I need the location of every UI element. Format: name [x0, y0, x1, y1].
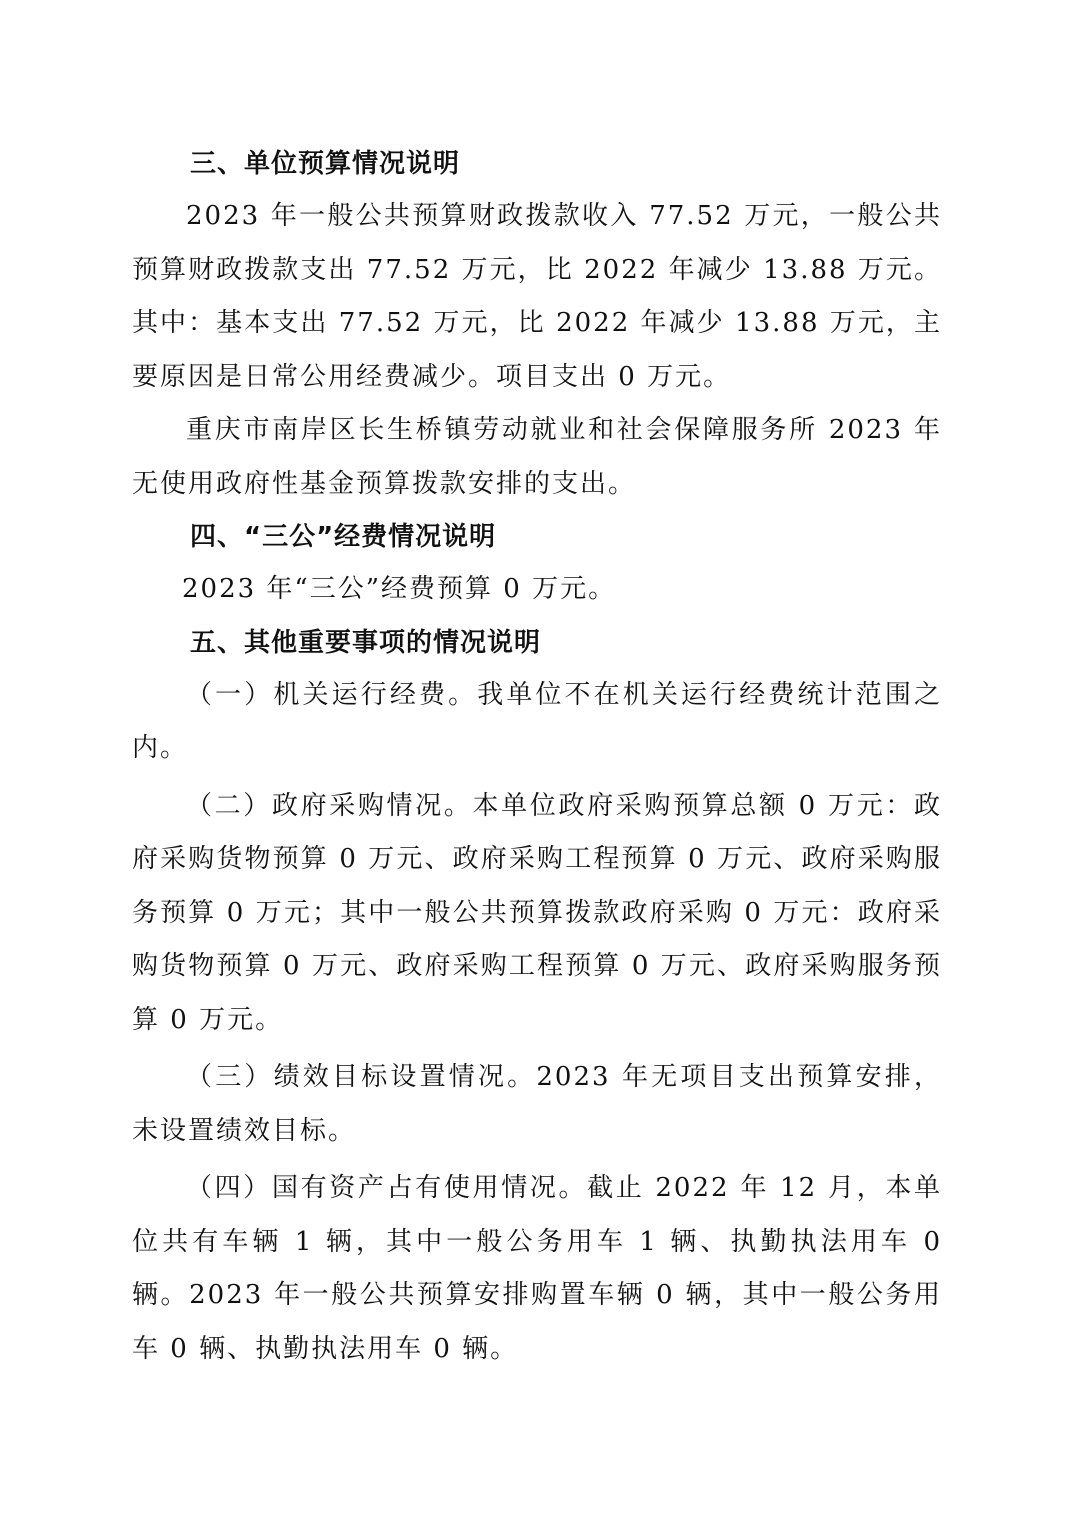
section-4-paragraph-1: 2023 年“三公”经费预算 0 万元。 — [182, 574, 617, 604]
section-5-item-1: （一）机关运行经费。我单位不在机关运行经费统计范围之内。 — [132, 679, 942, 763]
section-3-paragraph-2: 重庆市南岸区长生桥镇劳动就业和社会保障服务所 2023 年无使用政府性基金预算拨款安排的支出。 — [132, 415, 942, 499]
section-5-item-2: （二）政府采购情况。本单位政府采购预算总额 0 万元：政府采购货物预算 0 万元、政府采购工程预算 0 万元、政府采购服务预算 0 万元；其中一般公共预算拨款政府采购 0 万元：政府采购货物预算 0 万元、政府采购工程预算 0 万元、政府采购服务预算 0 万元。 — [132, 790, 942, 1035]
section-5-item-4: （四）国有资产占有使用情况。截止 2022 年 12 月，本单位共有车辆 1 辆，其中一般公务用车 1 辆、执勤执法用车 0 辆。2023 年一般公共预算安排购置车辆 0 辆，其中一般公务用车 0 辆、执勤执法用车 0 辆。 — [132, 1173, 942, 1364]
section-5-item-3: （三）绩效目标设置情况。2023 年无项目支出预算安排，未设置绩效目标。 — [132, 1062, 942, 1146]
section-5-heading: 五、其他重要事项的情况说明 — [190, 627, 542, 658]
section-3-paragraph-1: 2023 年一般公共预算财政拨款收入 77.52 万元，一般公共预算财政拨款支出 77.52 万元，比 2022 年减少 13.88 万元。其中：基本支出 77.52 万元，比 2022 年减少 13.88 万元，主要原因是日常公用经费减少。项目支出 0 万元。 — [132, 201, 942, 392]
section-4-heading: 四、“三公”经费情况说明 — [190, 522, 497, 552]
section-3-heading: 三、单位预算情况说明 — [190, 149, 461, 179]
document-page — [132, 138, 942, 1376]
